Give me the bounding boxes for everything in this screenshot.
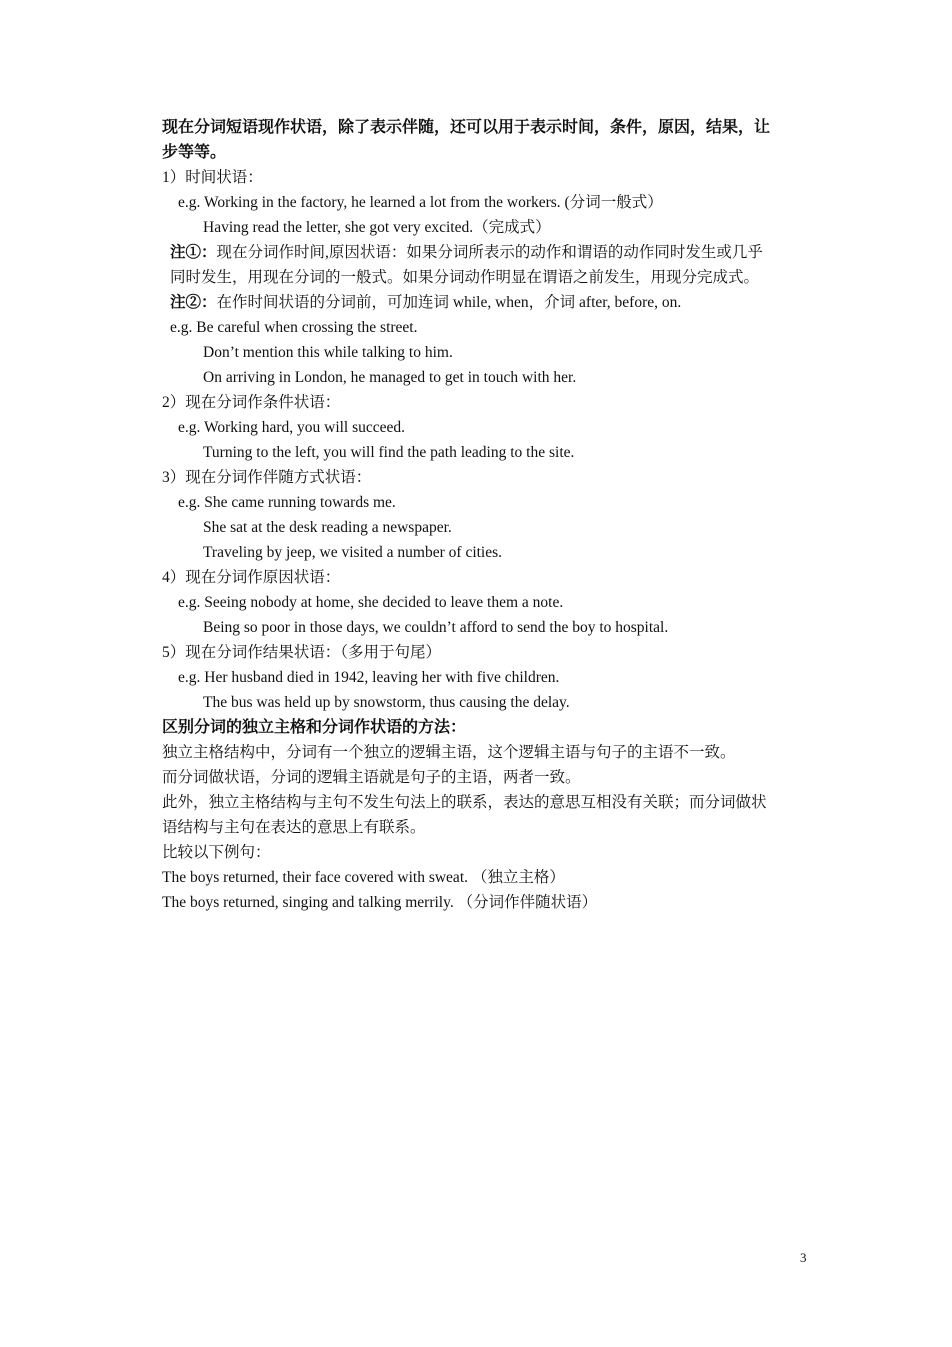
section-5-title: 5）现在分词作结果状语：（多用于句尾） — [162, 644, 442, 661]
section-5-example-2: The bus was held up by snowstorm, thus causing the delay. — [203, 694, 570, 711]
note-1-line-1 — [170, 243, 763, 263]
section-3-title: 3）现在分词作伴随方式状语： — [162, 469, 372, 486]
compare-example-2: The boys returned, singing and talking merrily. （分词作伴随状语） — [162, 894, 598, 911]
section-3-example-2: She sat at the desk reading a newspaper. — [203, 519, 452, 536]
section-2-example-2: Turning to the left, you will find the path leading to the site. — [203, 444, 575, 461]
compare-example-1: The boys returned, their face covered with sweat. （独立主格） — [162, 869, 565, 886]
section-4-example-2: Being so poor in those days, we couldn’t afford to send the boy to hospital. — [203, 619, 669, 636]
note-2-text: 在作时间状语的分词前，可加连词 while, when，介词 after, before, on. — [216, 294, 682, 311]
note-example-3: On arriving in London, he managed to get in touch with her. — [203, 369, 577, 386]
heading-line-1: 现在分词短语现作状语，除了表示伴随，还可以用于表示时间，条件，原因，结果，让 — [162, 119, 771, 136]
section-1-example-2: Having read the letter, she got very excited.（完成式） — [203, 219, 551, 236]
distinction-line-4: 语结构与主句在表达的意思上有联系。 — [162, 819, 426, 836]
note-example-2: Don’t mention this while talking to him. — [203, 344, 453, 361]
section-4-title: 4）现在分词作原因状语： — [162, 569, 341, 586]
page-number: 3 — [800, 1250, 807, 1265]
distinction-line-2: 而分词做状语，分词的逻辑主语就是句子的主语，两者一致。 — [162, 769, 581, 786]
section-3-example-3: Traveling by jeep, we visited a number of cities. — [203, 544, 503, 561]
note-2-line — [170, 293, 681, 313]
section-5-example-1: e.g. Her husband died in 1942, leaving her with five children. — [178, 669, 560, 686]
section-1-example-1: e.g. Working in the factory, he learned a lot from the workers. (分词一般式） — [178, 194, 663, 211]
note-example-1: e.g. Be careful when crossing the street. — [170, 319, 418, 336]
note-2-label: 注②： — [170, 294, 217, 311]
section-4-example-1: e.g. Seeing nobody at home, she decided to leave them a note. — [178, 594, 564, 611]
distinction-line-3: 此外，独立主格结构与主句不发生句法上的联系，表达的意思互相没有关联；而分词做状 — [162, 794, 767, 811]
distinction-title: 区别分词的独立主格和分词作状语的方法： — [162, 719, 467, 736]
distinction-line-1: 独立主格结构中，分词有一个独立的逻辑主语，这个逻辑主语与句子的主语不一致。 — [162, 744, 736, 761]
heading-line-2: 步等等。 — [162, 144, 227, 161]
note-1-text: 现在分词作时间,原因状语：如果分词所表示的动作和谓语的动作同时发生或几乎 — [216, 244, 763, 261]
note-1-label: 注①： — [170, 244, 217, 261]
note-1-line-2: 同时发生，用现在分词的一般式。如果分词动作明显在谓语之前发生，用现分完成式。 — [170, 269, 760, 286]
section-1-title: 1）时间状语： — [162, 169, 263, 186]
section-3-example-1: e.g. She came running towards me. — [178, 494, 396, 511]
section-2-title: 2）现在分词作条件状语： — [162, 394, 341, 411]
section-2-example-1: e.g. Working hard, you will succeed. — [178, 419, 406, 436]
distinction-line-5: 比较以下例句： — [162, 844, 271, 861]
